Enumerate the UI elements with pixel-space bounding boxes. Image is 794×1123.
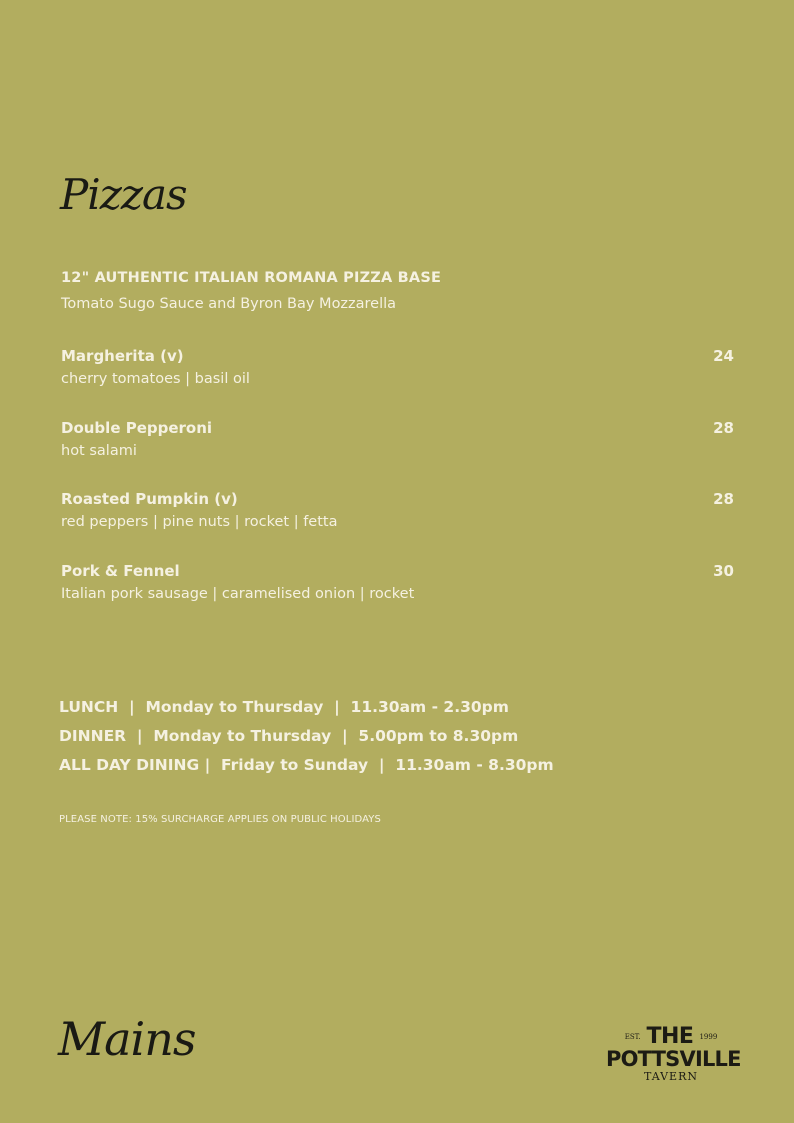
item-price: 28 (713, 490, 734, 508)
item-name: Roasted Pumpkin (v) (61, 490, 238, 508)
logo-year: 1999 (699, 1033, 718, 1041)
item-description: red peppers | pine nuts | rocket | fetta (61, 514, 338, 530)
item-price: 24 (713, 347, 734, 365)
hours-all-day: ALL DAY DINING | Friday to Sunday | 11.30am - 8.30pm (59, 756, 554, 774)
mains-title: Mains (58, 1012, 196, 1066)
opening-hours (59, 698, 554, 785)
tavern-logo (606, 1024, 741, 1086)
pizza-base-subheading: Tomato Sugo Sauce and Byron Bay Mozzarella (61, 296, 397, 312)
item-price: 28 (713, 419, 734, 437)
item-name: Pork & Fennel (61, 562, 180, 580)
surcharge-note: PLEASE NOTE: 15% SURCHARGE APPLIES ON PUBLIC HOLIDAYS (59, 814, 381, 825)
logo-tavern: TAVERN (643, 1070, 698, 1083)
pizza-base-heading: 12" AUTHENTIC ITALIAN ROMANA PIZZA BASE (61, 270, 442, 286)
item-price: 30 (713, 562, 734, 580)
menu-item (61, 419, 734, 459)
hours-lunch: LUNCH | Monday to Thursday | 11.30am - 2.30pm (59, 698, 509, 716)
logo-est: EST. (624, 1033, 641, 1041)
menu-item (61, 562, 734, 602)
item-description: cherry tomatoes | basil oil (61, 371, 250, 387)
hours-dinner: DINNER | Monday to Thursday | 5.00pm to 8.30pm (59, 727, 519, 745)
menu-item (61, 490, 734, 530)
logo-name: POTTSVILLE (606, 1047, 741, 1071)
item-name: Double Pepperoni (61, 419, 213, 437)
logo-the: THE (646, 1024, 694, 1049)
pizzas-title: Pizzas (60, 170, 187, 219)
item-description: hot salami (61, 443, 137, 459)
item-description: Italian pork sausage | caramelised onion | rocket (61, 586, 415, 602)
menu-item (61, 347, 734, 387)
item-name: Margherita (v) (61, 347, 184, 365)
